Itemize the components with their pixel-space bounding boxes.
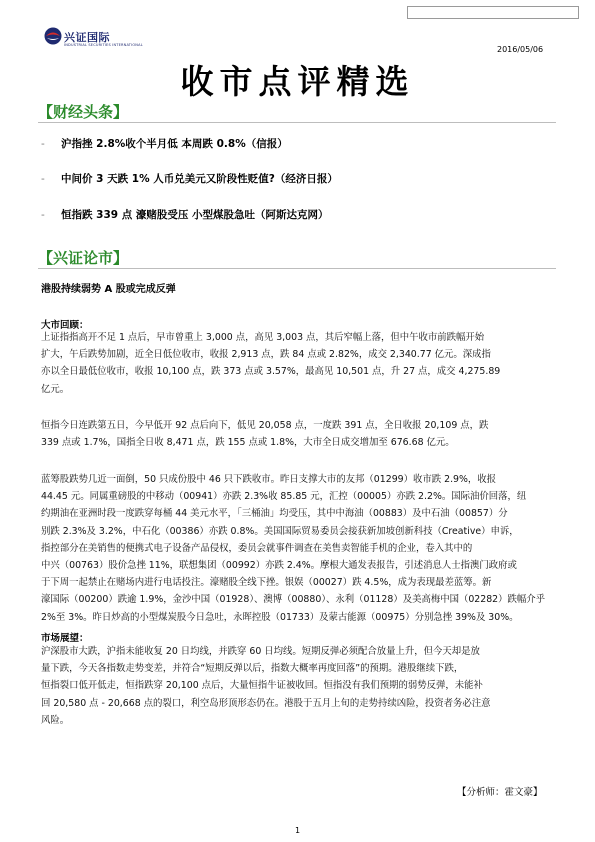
report-date: 2016/05/06	[497, 45, 544, 54]
text-line: 风险。	[41, 714, 70, 726]
outlook-paragraph	[41, 643, 557, 729]
text-line: 沪深股市大跌，沪指未能收复 20 日均线，并跌穿 60 日均线。短期反弹必须配合放量上升，但今天却是放	[41, 646, 480, 657]
text-line: 亦以全日最低位收市，收报 10,100 点，跌 373 点或 3.57%，最高见 10,501 点，升 27 点，成交 4,275.89	[41, 366, 501, 378]
review-heading: 大市回顾：	[41, 320, 89, 331]
review-paragraph-2	[41, 417, 557, 451]
article-subtitle: 港股持续弱势 A 股或完成反弹	[41, 284, 176, 295]
text-line: 回 20,580 点 - 20,668 点的裂口，利空岛形顶形态仍在。港股于五月上旬的走势持续凶险，投资者务必注意	[41, 697, 491, 709]
text-line: 蓝筹股跌势几近一面倒，50 只成份股中 46 只下跌收市。昨日支撑大市的友邦（01299）收市跌 2.9%，收报	[41, 474, 497, 485]
page-number: 1	[294, 826, 301, 835]
text-line: 约期油在亚洲时段一度跌穿每桶 44 美元水平，「三桶油」均受压，其中中海油（00883）及中石油（00857）分	[41, 508, 508, 520]
header-box	[407, 6, 579, 19]
logo-emblem-icon	[44, 27, 62, 45]
news-headline	[41, 171, 338, 186]
text-line: 亿元。	[41, 383, 70, 395]
text-line: 339 点或 1.7%，国指全日收 8,471 点，跌 155 点或 1.8%，大市全日成交增加至 676.68 亿元。	[41, 437, 455, 449]
text-line: 于下周一起禁止在赌场内进行电话投注。濠赌股全线下挫。银娱（00027）跌 4.5%，成为表现最差蓝筹。新	[41, 577, 492, 589]
analyst-signature: 【分析师：霍文豪】	[457, 787, 543, 798]
news-section-heading: 【财经头条】	[38, 103, 129, 121]
market-section-heading: 【兴证论市】	[38, 249, 129, 267]
news-section-rule	[38, 122, 556, 123]
outlook-heading: 市场展望：	[41, 633, 89, 644]
market-section-rule	[38, 268, 556, 269]
review-paragraph-3	[41, 471, 557, 626]
text-line: 扩大，午后跌势加剧，近全日低位收市，收报 2,913 点，跌 84 点或 2.82%，成交 2,340.77 亿元。深成指	[41, 349, 491, 361]
review-paragraph-1	[41, 329, 557, 398]
text-line: 指控部分在美销售的便携式电子设备产品侵权，委员会就事件调查在美售卖智能手机的企业，卷入其中的	[41, 542, 473, 554]
page-title: 收市点评精选	[180, 62, 415, 101]
text-line: 别跌 2.3%及 3.2%，中石化（00386）亦跌 0.8%。美国国际贸易委员会接获新加坡创新科技（Creative）申诉，	[41, 525, 519, 537]
text-line: 2%至 3%。昨日炒高的小型煤炭股今日急吐，永晖控股（01733）及蒙古能源（00975）分别急挫 39%及 30%。	[41, 611, 519, 623]
text-line: 中兴（00763）股价急挫 11%，联想集团（00992）亦跌 2.4%。摩根大通发表报告，引述消息人士指澳门政府或	[41, 560, 517, 572]
headline-text: 沪指挫 2.8%收个半月低 本周跌 0.8%（信报）	[61, 138, 288, 150]
headline-dash: -	[41, 209, 45, 221]
text-line: 恒指今日连跌第五日，今早低开 92 点后向下，低见 20,058 点，一度跌 391 点，全日收报 20,109 点，跌	[41, 420, 489, 431]
company-logo	[44, 25, 143, 55]
text-line: 恒指裂口低开低走，恒指跌穿 20,100 点后，大量恒指牛证被收回。恒指没有我们预期的弱势反弹，未能补	[41, 680, 483, 692]
text-line: 量下跌，今天各指数走势变差，并符合“短期反弹以后，指数大概率再度回落”的预期。港股继续下跌，	[41, 663, 464, 675]
headline-dash: -	[41, 173, 45, 185]
headline-text: 恒指跌 339 点 濠赌股受压 小型煤股急吐（阿斯达克网）	[61, 209, 329, 221]
logo-text: 兴证国际	[64, 31, 110, 44]
logo-subtext: INDUSTRIAL SECURITIES INTERNATIONAL	[64, 43, 143, 47]
text-line: 濠国际（00200）跌逾 1.9%，金沙中国（01928）、澳博（00880）、永利（01128）及美高梅中国（02282）跌幅介乎	[41, 594, 546, 606]
news-headline	[41, 136, 288, 151]
headline-dash: -	[41, 138, 45, 150]
headline-text: 中间价 3 天跌 1% 人币兑美元又阶段性贬值?（经济日报）	[61, 173, 338, 185]
text-line: 44.45 元。同属重磅股的中移动（00941）亦跌 2.3%收 85.85 元，汇控（00005）亦跌 2.2%。国际油价回落，纽	[41, 491, 527, 503]
text-line: 上证指指高开不足 1 点后，早市曾重上 3,000 点，高见 3,003 点，其后窄幅上落，但中午收市前跌幅开始	[41, 332, 485, 343]
news-headline	[41, 207, 329, 222]
